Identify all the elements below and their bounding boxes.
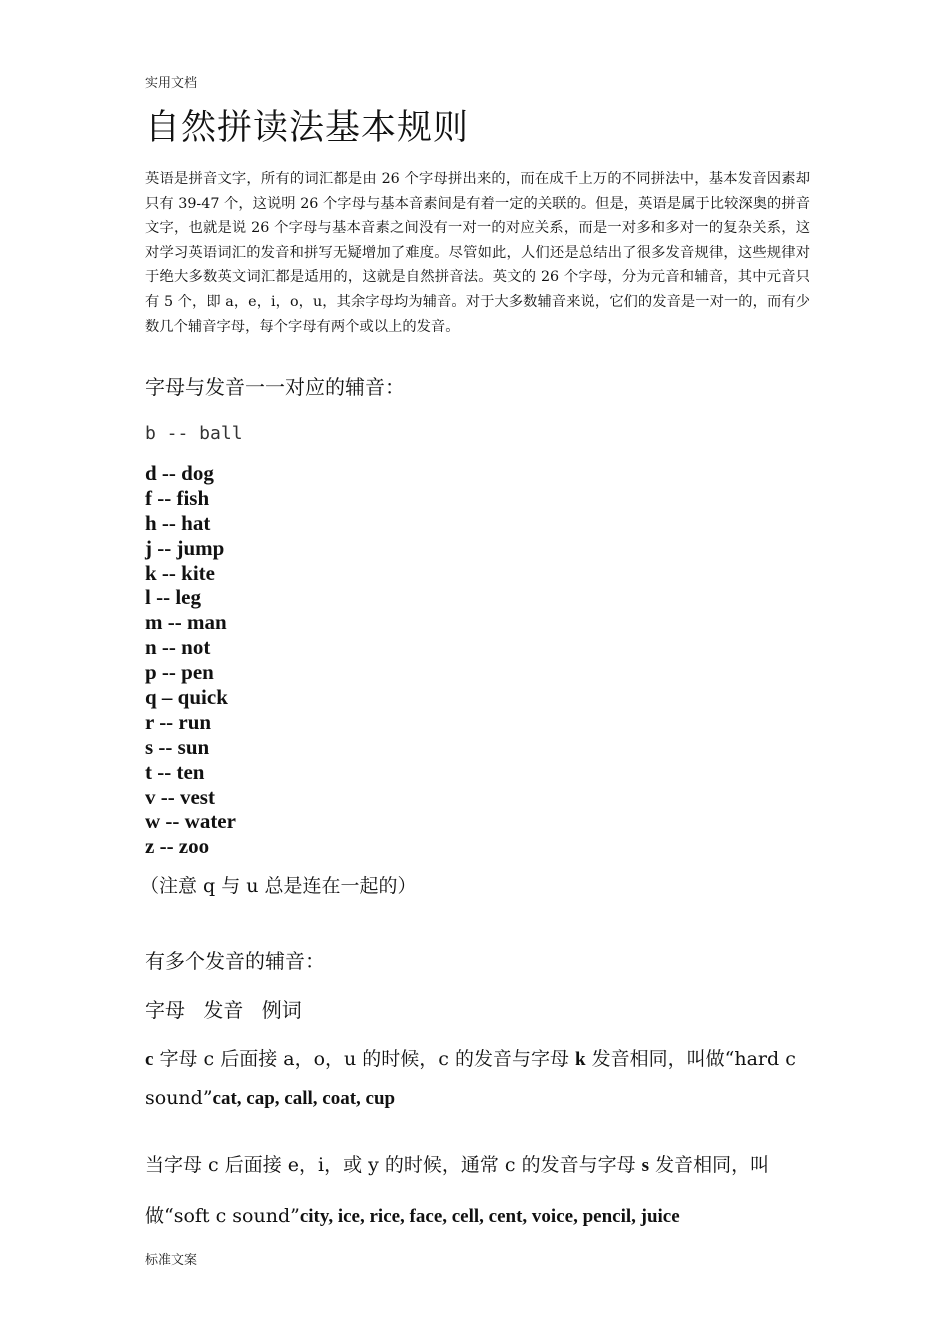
list-item: q – quick <box>145 685 228 710</box>
column-header-letter: 字母 <box>145 998 185 1022</box>
header-note: 实用文档 <box>145 76 198 91</box>
rule-text: 当字母 c 后面接 e，i，或 y 的时候，通常 c 的发音与字母 <box>145 1154 642 1176</box>
list-item: r -- run <box>145 709 212 734</box>
list-item: w -- water <box>145 809 236 834</box>
rule-text: 发音相同，叫做“hard c sound” <box>145 1048 796 1109</box>
list-item: j -- jump <box>145 535 225 560</box>
list-item: f -- fish <box>145 485 210 510</box>
intro-paragraph: 英语是拼音文字，所有的词汇都是由 26 个字母拼出来的，而在成千上万的不同拼法中，基本发音因素却只有 39-47 个，这说明 26 个字母与基本音素间是有着一定的关联的。但是，英语是属于比较深奥的拼音文字，也就是说 26 个字母与基本音素之间没有一对一的对应关系，而是一对多和多对一的复杂关系，这对学习英语词汇的发音和拼写无疑增加了难度。尽管如此，人们还是总结出了很多发音规律，这些规律对于绝大多数英文词汇都是适用的，这就是自然拼音法。英文的 26 个字母，分为元音和辅音，其中元音只有 5 个，即 a，e，i，o，u，其余字母均为辅音。对于大多数辅音来说，它们的发音是一对一的，而有少数几个辅音字母，每个字母有两个或以上的发音。 <box>145 171 810 335</box>
rule-compare-letter: k <box>575 1049 586 1070</box>
page-title: 自然拼读法基本规则 <box>145 108 470 148</box>
list-item: z -- zoo <box>145 834 210 859</box>
list-item: p -- pen <box>145 660 214 685</box>
rule-text: 发音相同，叫做“soft c sound” <box>145 1154 770 1227</box>
column-header-example: 例词 <box>261 998 302 1022</box>
section-heading-multi-sound: 有多个发音的辅音： <box>145 949 325 973</box>
list-item: l -- leg <box>145 585 201 610</box>
list-item: t -- ten <box>145 759 205 784</box>
consonant-pair-list <box>145 461 236 859</box>
list-item: s -- sun <box>145 734 210 759</box>
footer-note: 标准文案 <box>145 1253 198 1268</box>
rule-hard-c <box>145 1040 815 1118</box>
table-header-row <box>145 994 314 1023</box>
rule-soft-c <box>145 1140 815 1242</box>
rule-examples: cat, cap, call, coat, cup <box>212 1088 396 1109</box>
list-item: v -- vest <box>145 784 215 809</box>
rule-examples: city, ice, rice, face, cell, cent, voice, pencil, juice <box>299 1206 680 1227</box>
example-b-ball: b -- ball <box>145 423 243 444</box>
list-item: h -- hat <box>145 510 211 535</box>
rule-text: 字母 c 后面接 a，o，u 的时候，c 的发音与字母 <box>153 1048 576 1070</box>
list-item: m -- man <box>145 610 227 635</box>
list-item: n -- not <box>145 635 211 660</box>
list-item: k -- kite <box>145 560 215 585</box>
q-u-note: （注意 q 与 u 总是连在一起的） <box>140 875 417 897</box>
rule-letter: c <box>145 1049 154 1070</box>
list-item: d -- dog <box>145 461 214 485</box>
column-header-sound: 发音 <box>203 998 244 1022</box>
section-heading-one-to-one: 字母与发音一一对应的辅音： <box>145 375 405 399</box>
rule-compare-letter: s <box>641 1155 650 1176</box>
